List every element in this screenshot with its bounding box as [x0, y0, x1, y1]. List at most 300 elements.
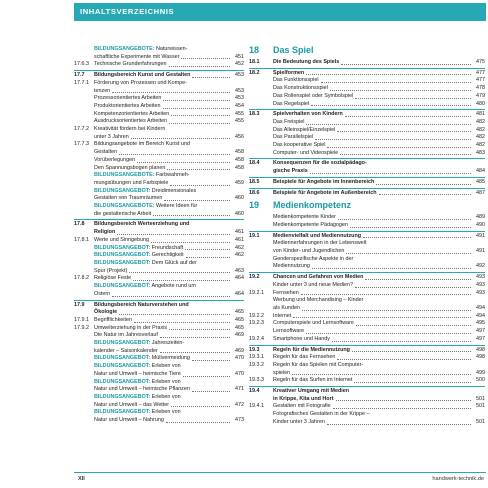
- entry-title: [273, 305, 300, 313]
- entry-text: Das kooperative Spiel: [273, 142, 326, 149]
- section-number: 17.8: [74, 221, 85, 228]
- entry-title: [94, 165, 165, 173]
- toc-entry[interactable]: [74, 111, 244, 119]
- entry-title: [273, 263, 310, 271]
- entry-text: als Kunden: [273, 304, 300, 311]
- entry-title: [273, 222, 348, 230]
- entry-text: Das Regelspiel: [273, 100, 310, 107]
- page-ref: 491: [476, 232, 485, 239]
- entry-text: kalender – Saisonkalender: [94, 347, 158, 354]
- entry-text: Farbwahrneh-: [154, 172, 190, 179]
- toc-entry[interactable]: [74, 126, 244, 134]
- entry-title: [94, 126, 165, 134]
- entry-text: Erleben von: [150, 409, 181, 416]
- section-number: 19.2.3: [249, 320, 264, 327]
- dot-leader: [341, 59, 471, 65]
- page-ref: 493: [476, 281, 485, 288]
- toc-entry[interactable]: [74, 165, 244, 173]
- entry-text: mungsübungen und Farbspiele: [94, 179, 169, 186]
- dot-leader: [186, 252, 230, 258]
- toc-entry[interactable]: [249, 354, 485, 362]
- entry-text: Computerspiele und Lernsoftware: [273, 320, 354, 327]
- toc-entry[interactable]: [74, 394, 244, 402]
- entry-text: Gestalten mit Fotografie: [273, 403, 331, 410]
- entry-title: [273, 328, 304, 336]
- entry-text: Weitere Ideen für: [154, 203, 198, 210]
- toc-entry[interactable]: [249, 282, 485, 290]
- dot-leader: [312, 263, 471, 269]
- entry-text: Das Parallelspiel: [273, 134, 314, 141]
- toc-entry[interactable]: [249, 297, 485, 305]
- toc-entry[interactable]: [74, 88, 244, 96]
- entry-title: [94, 317, 132, 325]
- section-divider: [74, 70, 244, 71]
- entry-title: [94, 340, 184, 348]
- toc-entry[interactable]: [249, 362, 485, 370]
- section-divider: [249, 386, 485, 387]
- entry-text: Den Spannungsbogen planen: [94, 164, 166, 171]
- section-divider: [249, 177, 485, 178]
- page-ref: 453: [235, 87, 244, 94]
- toc-entry[interactable]: [74, 268, 244, 276]
- page-ref: 455: [235, 110, 244, 117]
- entry-text: Chancen und Gefahren von Medien: [273, 274, 364, 281]
- toc-entry[interactable]: [249, 305, 485, 313]
- entry-title: [273, 111, 343, 119]
- entry-title: [273, 101, 309, 109]
- toc-entry[interactable]: [249, 313, 485, 321]
- entry-text: Bildungsbereich Naturverstehen und: [94, 301, 189, 308]
- entry-text: Regeln für das Fernsehen: [273, 354, 336, 361]
- dot-leader: [137, 157, 230, 163]
- entry-text: Angebote rund um: [150, 283, 196, 290]
- dot-leader: [153, 211, 230, 217]
- toc-entry[interactable]: [249, 134, 485, 142]
- toc-entry[interactable]: [249, 160, 485, 168]
- entry-title: [94, 72, 190, 80]
- dot-leader: [376, 179, 471, 185]
- entry-title: [94, 363, 181, 371]
- page-ref: 453: [235, 95, 244, 102]
- entry-title: [273, 336, 330, 344]
- entry-text: Kreativität fördern bei Kindern: [94, 126, 166, 133]
- entry-text: Mediennerfahrungen in der Lebenswelt: [273, 240, 367, 247]
- entry-title: [273, 347, 350, 355]
- dot-leader: [169, 61, 230, 67]
- toc-entry[interactable]: [249, 411, 485, 419]
- toc-entry[interactable]: [74, 103, 244, 111]
- dot-leader: [315, 134, 471, 140]
- page-ref: 464: [235, 290, 244, 297]
- toc-entry[interactable]: [74, 172, 244, 180]
- toc-entry[interactable]: [74, 340, 244, 348]
- toc-entry[interactable]: [74, 149, 244, 157]
- page-ref: 483: [476, 149, 485, 156]
- entry-text: Smartphone und Handy: [273, 335, 330, 342]
- dot-leader: [301, 290, 471, 296]
- section-number: 19.4: [249, 388, 260, 395]
- entry-text: Kompetenzorientiertes Arbeiten: [94, 110, 170, 117]
- toc-entry[interactable]: [249, 336, 485, 344]
- entry-text: Jahreszeiten-: [150, 340, 185, 347]
- toc-entry[interactable]: [74, 402, 244, 410]
- section-number: 17.6.3: [74, 61, 89, 68]
- entry-title: [273, 190, 377, 198]
- entry-title: [273, 127, 335, 135]
- toc-entry[interactable]: [74, 118, 244, 126]
- dot-leader: [117, 229, 230, 235]
- toc-entry[interactable]: [249, 77, 485, 85]
- chapter-title: Das Spiel: [273, 45, 314, 55]
- entry-text: tenzen: [94, 87, 111, 94]
- dot-leader: [171, 111, 230, 117]
- toc-entry[interactable]: [249, 347, 485, 355]
- toc-entry[interactable]: [249, 150, 485, 158]
- toc-entry[interactable]: [249, 70, 485, 78]
- publisher-url: handwerk-technik.de: [432, 476, 484, 482]
- dot-leader: [181, 54, 230, 60]
- page-title: INHALTSVERZEICHNIS: [80, 7, 175, 16]
- section-number: 18.4: [249, 160, 260, 167]
- toc-entry[interactable]: [74, 211, 244, 219]
- entry-text: Medienkompetente Pädagogen: [273, 221, 348, 228]
- entry-title: [273, 396, 334, 404]
- toc-entry[interactable]: [249, 320, 485, 328]
- entry-title: [94, 221, 189, 229]
- page-ref: 477: [476, 69, 485, 76]
- toc-entry[interactable]: [74, 54, 244, 62]
- dot-leader: [311, 101, 471, 107]
- offer-label: BILDUNGSANGEBOT:: [94, 187, 151, 194]
- toc-entry[interactable]: [249, 256, 485, 264]
- entry-title: [94, 134, 129, 142]
- toc-entry[interactable]: [249, 214, 485, 222]
- page-ref: 498: [476, 354, 485, 361]
- entry-text: Die Bedeutung des Spiels: [273, 59, 340, 65]
- page-ref: 485: [476, 178, 485, 185]
- toc-entry[interactable]: [249, 93, 485, 101]
- toc-entry[interactable]: [249, 419, 485, 427]
- page-header: [74, 3, 486, 21]
- page-ref: 458: [235, 156, 244, 163]
- entry-text: Regeln für das Surfen im Internet: [273, 377, 353, 384]
- page-ref: 490: [476, 221, 485, 228]
- dot-leader: [160, 348, 230, 354]
- dot-leader: [350, 222, 471, 228]
- toc-entry[interactable]: [249, 168, 485, 176]
- entry-title: [94, 118, 167, 126]
- dot-leader: [129, 268, 230, 274]
- toc-entry[interactable]: [249, 85, 485, 93]
- dot-leader: [330, 85, 471, 91]
- page-ref: 465: [235, 316, 244, 323]
- entry-title: [94, 46, 187, 54]
- dot-leader: [306, 328, 471, 334]
- entry-text: Beispiele für Angebote im Außenbereich: [273, 189, 377, 196]
- dot-leader: [151, 237, 230, 243]
- offer-label: BILDUNGSANGEBOT:: [94, 378, 151, 385]
- dot-leader: [310, 168, 471, 174]
- entry-title: [273, 403, 331, 411]
- entry-text: Umwelterziehung in der Praxis: [94, 324, 168, 331]
- dot-leader: [169, 118, 230, 124]
- entry-text: Das Funktionsspiel: [273, 77, 319, 84]
- toc-entry[interactable]: [249, 328, 485, 336]
- toc-entry[interactable]: [249, 370, 485, 378]
- dot-leader: [192, 355, 230, 361]
- entry-title: [273, 160, 367, 168]
- toc-entry[interactable]: [74, 229, 244, 237]
- dot-leader: [292, 370, 471, 376]
- toc-entry[interactable]: [74, 46, 244, 54]
- entry-text: Dreidimensionales: [150, 187, 197, 194]
- page-ref: 469: [235, 347, 244, 354]
- entry-text: Lernsoftware: [273, 328, 305, 335]
- entry-text: in Krippe, Kita und Hort: [273, 395, 334, 402]
- toc-entry[interactable]: [249, 119, 485, 127]
- page-ref: 497: [476, 328, 485, 335]
- dot-leader: [327, 419, 471, 425]
- page-ref: 484: [476, 168, 485, 175]
- page-ref: 462: [235, 244, 244, 251]
- page-ref: 462: [235, 252, 244, 259]
- entry-title: [94, 386, 190, 394]
- entry-text: Das Freispiel: [273, 118, 305, 125]
- toc-entry[interactable]: [249, 142, 485, 150]
- section-number: 17.7.2: [74, 126, 89, 133]
- dot-leader: [356, 320, 471, 326]
- toc-entry[interactable]: [249, 274, 485, 282]
- entry-title: [273, 256, 353, 264]
- toc-entry[interactable]: [249, 263, 485, 271]
- entry-title: [273, 354, 335, 362]
- entry-title: [273, 240, 367, 248]
- entry-title: [94, 379, 181, 387]
- chapter-heading: [249, 199, 485, 211]
- entry-title: [94, 260, 197, 268]
- entry-text: Dem Glück auf der: [150, 259, 197, 266]
- toc-entry[interactable]: [249, 190, 485, 198]
- page-ref: 501: [476, 403, 485, 410]
- section-divider: [74, 300, 244, 301]
- toc-entry[interactable]: [249, 377, 485, 385]
- page-ref: 473: [235, 417, 244, 424]
- entry-text: Technische Grunderfahrungen: [94, 61, 167, 68]
- toc-entry[interactable]: [74, 245, 244, 253]
- entry-title: [94, 409, 181, 417]
- toc-entry[interactable]: [74, 309, 244, 317]
- page-ref: 451: [235, 53, 244, 60]
- entry-text: Bildungsangebote im Bereich Kunst und: [94, 141, 190, 148]
- toc-entry[interactable]: [74, 80, 244, 88]
- toc-entry[interactable]: [74, 348, 244, 356]
- toc-entry[interactable]: [249, 403, 485, 411]
- page-ref: 459: [235, 179, 244, 186]
- entry-text: Internet: [273, 312, 292, 319]
- entry-title: [273, 70, 304, 78]
- entry-text: Freundschaft: [150, 244, 184, 251]
- page-ref: 472: [235, 401, 244, 408]
- dot-leader: [166, 417, 230, 423]
- section-number: 17.9.2: [74, 324, 89, 331]
- toc-entry[interactable]: [74, 291, 244, 299]
- entry-title: [94, 245, 183, 253]
- dot-leader: [134, 317, 230, 323]
- toc-left-column: [74, 46, 244, 425]
- entry-text: Bildungsbereich Werteerziehung und: [94, 221, 190, 228]
- toc-entry[interactable]: [74, 317, 244, 325]
- entry-title: [94, 203, 197, 211]
- toc-entry[interactable]: [74, 203, 244, 211]
- toc-entry[interactable]: [74, 379, 244, 387]
- toc-entry[interactable]: [74, 95, 244, 103]
- toc-entry[interactable]: [249, 59, 485, 67]
- toc-entry[interactable]: [249, 240, 485, 248]
- section-number: 18.6: [249, 189, 260, 196]
- entry-text: schaftliche Experimente mit Wasser: [94, 53, 180, 60]
- section-divider: [249, 188, 485, 189]
- page-ref: 479: [476, 92, 485, 99]
- entry-title: [273, 419, 325, 427]
- offer-label: BILDUNGSANGEBOT:: [94, 244, 151, 251]
- page-ref: 456: [235, 133, 244, 140]
- toc-entry[interactable]: [74, 283, 244, 291]
- entry-title: [273, 134, 313, 142]
- toc-entry[interactable]: [249, 111, 485, 119]
- section-number: 19.3.2: [249, 361, 264, 368]
- toc-entry[interactable]: [249, 248, 485, 256]
- toc-entry[interactable]: [74, 332, 244, 340]
- toc-entry[interactable]: [74, 363, 244, 371]
- entry-title: [94, 195, 162, 203]
- page-ref: 481: [476, 111, 485, 118]
- entry-title: [273, 168, 308, 176]
- dot-leader: [365, 274, 471, 280]
- entry-title: [94, 211, 151, 219]
- section-divider: [249, 68, 485, 69]
- entry-title: [94, 95, 161, 103]
- entry-title: [273, 377, 352, 385]
- page-ref: 460: [235, 210, 244, 217]
- entry-text: Vorüberlegungen: [94, 156, 136, 163]
- chapter-number: 18: [249, 45, 260, 55]
- page-ref: 487: [476, 189, 485, 196]
- section-number: 19.2.2: [249, 312, 264, 319]
- toc-entry[interactable]: [74, 157, 244, 165]
- toc-entry[interactable]: [249, 222, 485, 230]
- toc-entry[interactable]: [74, 417, 244, 425]
- entry-title: [94, 291, 110, 299]
- entry-text: Werte und Sinngebung: [94, 236, 150, 243]
- entry-text: Medienvielfalt und Mediennutzung: [273, 232, 362, 239]
- toc-entry[interactable]: [249, 233, 485, 241]
- toc-entry[interactable]: [74, 260, 244, 268]
- section-number: 17.7.3: [74, 141, 89, 148]
- entry-title: [94, 54, 179, 62]
- offer-label: BILDUNGSANGEBOT:: [94, 363, 151, 370]
- entry-title: [273, 77, 319, 85]
- entry-text: Produktorientiertes Arbeiten: [94, 102, 161, 109]
- entry-text: Das Alleinspiel/Einzelspiel: [273, 126, 336, 133]
- toc-entry[interactable]: [249, 388, 485, 396]
- entry-text: Mediennutzung: [273, 263, 310, 270]
- entry-title: [273, 59, 339, 67]
- dot-leader: [337, 354, 471, 360]
- section-number: 18.1: [249, 59, 260, 65]
- toc-entry[interactable]: [74, 409, 244, 417]
- toc-entry[interactable]: [74, 252, 244, 260]
- entry-title: [273, 214, 336, 222]
- page-ref: 493: [476, 289, 485, 296]
- toc-entry[interactable]: [249, 127, 485, 135]
- entry-title: [94, 61, 167, 69]
- offer-label: BILDUNGSANGEBOT:: [94, 252, 151, 259]
- entry-title: [94, 157, 135, 165]
- toc-entry[interactable]: [74, 237, 244, 245]
- toc-entry[interactable]: [74, 221, 244, 229]
- page-ref: 495: [476, 320, 485, 327]
- entry-title: [273, 362, 363, 370]
- toc-entry[interactable]: [74, 371, 244, 379]
- entry-text: unter 3 Jahren: [94, 133, 129, 140]
- section-number: 17.7: [74, 72, 85, 79]
- entry-title: [94, 237, 149, 245]
- toc-entry[interactable]: [249, 101, 485, 109]
- page-ref: 478: [476, 85, 485, 92]
- toc-entry[interactable]: [74, 72, 244, 80]
- toc-entry[interactable]: [74, 180, 244, 188]
- dot-leader: [163, 95, 230, 101]
- toc-entry[interactable]: [249, 290, 485, 298]
- toc-entry[interactable]: [74, 355, 244, 363]
- toc-entry[interactable]: [249, 179, 485, 187]
- entry-title: [273, 411, 369, 419]
- offer-label: BILDUNGSANGEBOT:: [94, 283, 151, 290]
- page-ref: 501: [476, 395, 485, 402]
- toc-entry[interactable]: [74, 134, 244, 142]
- entry-text: Spielverhalten von Kindern: [273, 111, 343, 118]
- dot-leader: [363, 233, 471, 239]
- toc-entry[interactable]: [74, 325, 244, 333]
- entry-text: Werbung und Merchandising – Kinder: [273, 297, 364, 304]
- toc-entry[interactable]: [74, 61, 244, 69]
- toc-entry[interactable]: [74, 195, 244, 203]
- toc-entry[interactable]: [74, 141, 244, 149]
- toc-entry[interactable]: [249, 396, 485, 404]
- section-number: 19.4.1: [249, 403, 264, 410]
- entry-text: Spur (Projekt): [94, 267, 128, 274]
- entry-title: [273, 150, 338, 158]
- toc-entry[interactable]: [74, 275, 244, 283]
- section-number: 17.8.1: [74, 236, 89, 243]
- toc-entry[interactable]: [74, 386, 244, 394]
- entry-title: [94, 355, 190, 363]
- entry-text: Erleben von: [150, 363, 181, 370]
- section-number: 19.1: [249, 232, 260, 239]
- entry-title: [273, 370, 290, 378]
- toc-entry[interactable]: [74, 188, 244, 196]
- dot-leader: [345, 111, 471, 117]
- entry-text: Konsequenzen für die sozialpädago-: [273, 160, 367, 167]
- entry-text: die gestalterische Arbeit: [94, 210, 152, 217]
- page-ref: 454: [235, 102, 244, 109]
- entry-text: Das Konstruktionsspiel: [273, 85, 328, 92]
- chapter-number: 19: [249, 200, 260, 211]
- entry-text: Gestalten: [94, 149, 118, 156]
- section-number: 17.8.2: [74, 275, 89, 282]
- entry-text: Das Rollenspiel oder Symbolspiel: [273, 92, 354, 99]
- entry-text: von Kinder- und Jugendlichen: [273, 248, 345, 255]
